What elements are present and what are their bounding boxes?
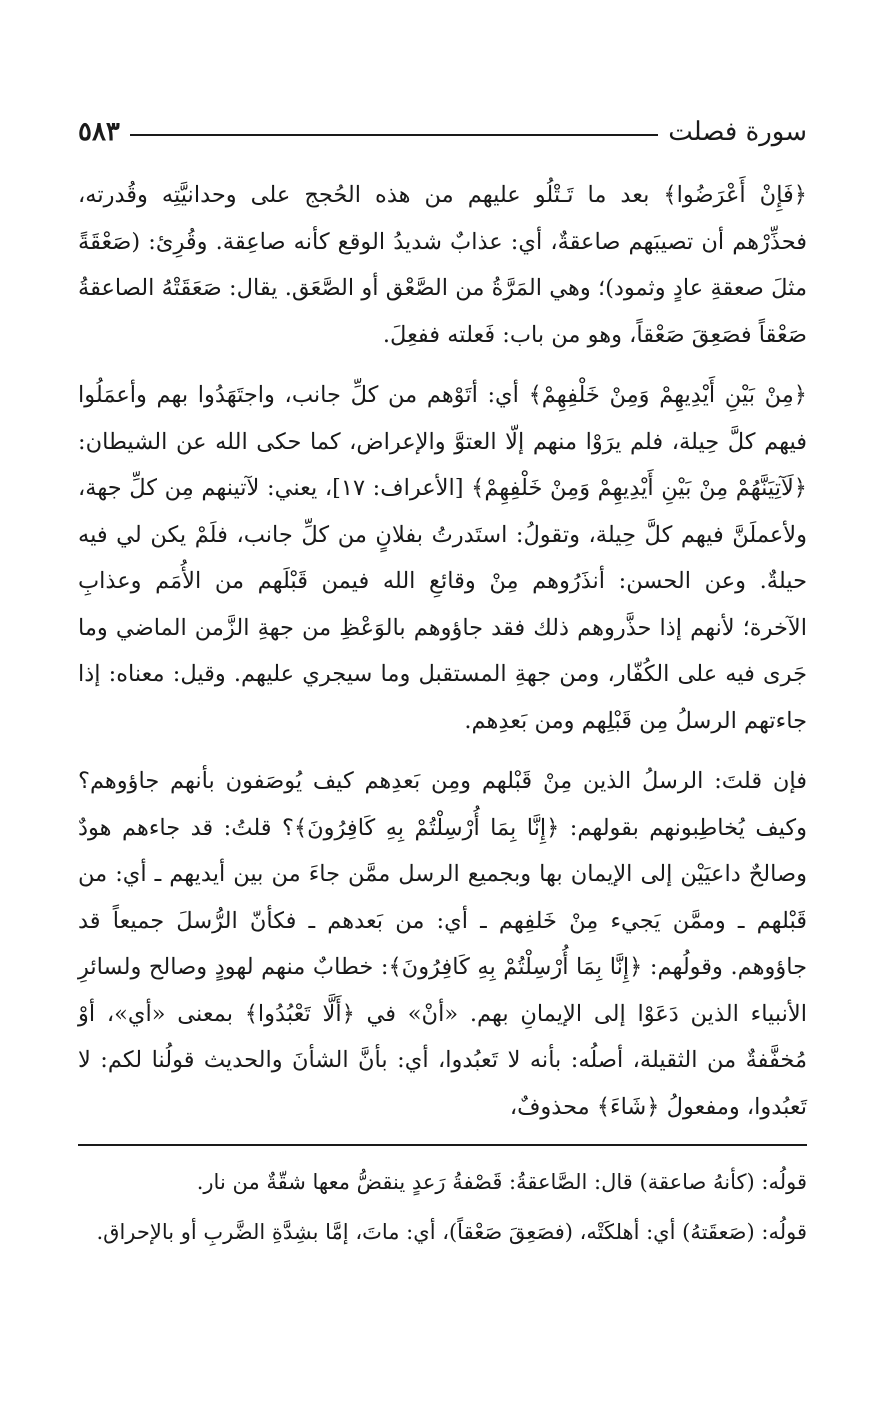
footnote-1: قولُه: (كأنهُ صاعقة) قال: الصَّاعقةُ: قَصْفةُ رَعدٍ ينقضُّ معها شقّةٌ من نار. [196,1170,807,1194]
paragraph-3: فإن قلتَ: الرسلُ الذين مِنْ قَبْلهم ومِن بَعدِهم كيف يُوصَفون بأنهم جاؤوهم؟ وكيف يُخاطِبونهم بقولهم: ﴿إِنَّا بِمَا أُرْسِلْتُمْ بِهِ كَافِرُونَ﴾؟ قلتُ: قد جاءهم هودٌ وصالحٌ داعيَيْن إلى الإيمان بها وبجميع الرسل ممَّن جاءَ من بين أيديهم ـ أي: من قَبْلهم ـ وممَّن يَجيء مِنْ خَلفِهم ـ أي: من بَعدهم ـ فكأنّ الرُّسلَ جميعاً قد جاؤوهم. وقولُهم: ﴿إِنَّا بِمَا أُرْسِلْتُمْ بِهِ كَافِرُونَ﴾: خطابٌ منهم لهودٍ وصالح ولسائرِ الأنبياء الذين دَعَوْا إلى الإيمانِ بهم. «أنْ» في ﴿أَلَّا تَعْبُدُوا﴾ بمعنى «أي»، أوْ مُخفَّفةٌ من الثقيلة، أصلُه: بأنه لا تَعبُدوا، أي: بأنَّ الشأنَ والحديث قولُنا لكم: لا تَعبُدوا، ومفعولُ ﴿شَاءَ﴾ محذوفٌ، [78,768,807,1120]
paragraph-1: ﴿فَإِنْ أَعْرَضُوا﴾ بعد ما تَـتْلُو عليهم من هذه الحُجج على وحدانيَّتِه وقُدرته، فحذِّرْهم أن تصيبَهم صاعقةٌ، أي: عذابٌ شديدُ الوقع كأنه صاعِقة. وقُرِئ: (صَعْقَةً مثلَ صعقةِ عادٍ وثمود)؛ وهي المَرَّةُ من الصَّعْق أو الصَّعَق. يقال: صَعَقَتْهُ الصاعقةُ صَعْقاً فصَعِقَ صَعْقاً، وهو من باب: فَعلته ففعِلَ. [78,182,807,348]
page [78,110,807,1400]
footnote-separator [78,1144,807,1146]
page-number: ٥٨٣ [78,117,120,147]
footnote-2: قولُه: (صَعقَتهُ) أي: أهلكَتْه، (فصَعِقَ صَعْقاً)، أي: ماتَ، إمَّا بشِدَّةِ الضَّربِ أو بالإحراق. [96,1220,807,1244]
paragraph-2: ﴿مِنْ بَيْنِ أَيْدِيهِمْ وَمِنْ خَلْفِهِمْ﴾ أي: أتَوْهم من كلِّ جانب، واجتَهَدُوا بهم وأعمَلُوا فيهم كلَّ حِيلة، فلم يرَوْا منهم إلّا العتوَّ والإعراض، كما حكى الله عن الشيطان: ﴿لَآتِيَنَّهُمْ مِنْ بَيْنِ أَيْدِيهِمْ وَمِنْ خَلْفِهِمْ﴾ [الأعراف: ١٧]، يعني: لآتينهم مِن كلِّ جهة، ولأعملَنَّ فيهم كلَّ حِيلة، وتقولُ: استَدرتُ بفلانٍ من كلِّ جانب، فلَمْ يكن لي فيه حيلةٌ. وعن الحسن: أنذَرُوهم مِنْ وقائعِ الله فيمن قَبْلَهم من الأُمَم وعذابِ الآخرة؛ لأنهم إذا حذَّروهم ذلك فقد جاؤوهم بالوَعْظِ من جهةِ الزَّمن الماضي وما جَرى فيه على الكُفّار، ومن جهةِ المستقبل وما سيجري عليهم. وقيل: معناه: إذا جاءتهم الرسلُ مِن قَبْلِهم ومن بَعدِهم. [78,382,807,734]
main-text [78,172,807,1130]
surah-title: سورة فصلت [668,117,807,147]
footnotes [78,1160,807,1254]
header-rule [130,134,658,136]
page-header [78,110,807,154]
